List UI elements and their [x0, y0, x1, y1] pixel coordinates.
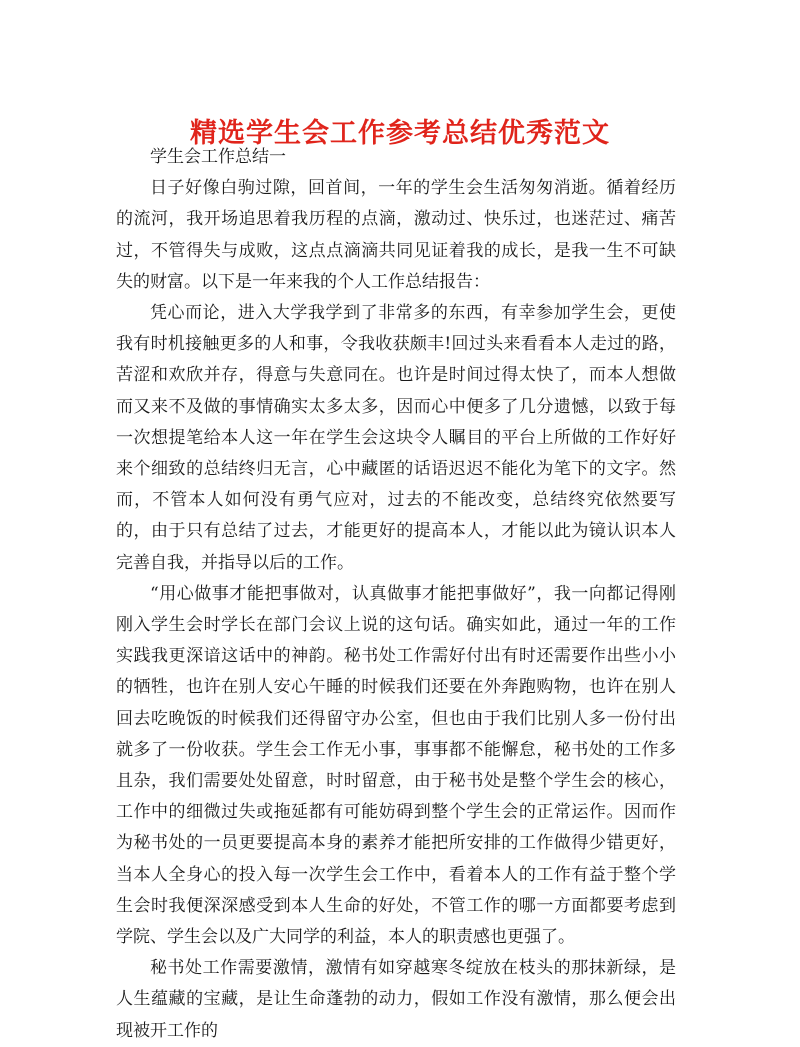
paragraph-2: 凭心而论，进入大学我学到了非常多的东西，有幸参加学生会，更使我有时机接触更多的人和事，令我收获颇丰!回过头来看看本人走过的路，苦涩和欢欣并存，得意与失意同在。也许是时间过得太快了，而本人想做而又来不及做的事情确实太多太多，因而心中便多了几分遗憾，以致于每一次想提笔给本人这一年在学生会这块令人瞩目的平台上所做的工作好好来个细致的总结终归无言，心中藏匿的话语迟迟不能化为笔下的文字。然而，不管本人如何没有勇气应对，过去的不能改变，总结终究依然要写的，由于只有总结了过去，才能更好的提高本人，才能以此为镜认识本人完善自我，并指导以后的工作。 [116, 303, 676, 573]
paragraph-1: 日子好像白驹过隙，回首间，一年的学生会生活匆匆消逝。循着经历的流河，我开场追思着我历程的点滴，激动过、快乐过，也迷茫过、痛苦过，不管得失与成败，这点点滴滴共同见证着我的成长，是我一生不可缺失的财富。以下是一年来我的个人工作总结报告： [116, 178, 676, 292]
document-body [116, 142, 676, 1047]
paragraph-3: “用心做事才能把事做对，认真做事才能把事做好”，我一向都记得刚刚入学生会时学长在部门会议上说的这句话。确实如此，通过一年的工作实践我更深谙这话中的神韵。秘书处工作需好付出有时还需要作出些小小的牺牲，也许在别人安心午睡的时候我们还要在外奔跑购物，也许在别人回去吃晚饭的时候我们还得留守办公室，但也由于我们比别人多一份付出就多了一份收获。学生会工作无小事，事事都不能懈怠，秘书处的工作多且杂，我们需要处处留意，时时留意，由于秘书处是整个学生会的核心，工作中的细微过失或拖延都有可能妨碍到整个学生会的正常运作。因而作为秘书处的一员更要提高本身的素养才能把所安排的工作做得少错更好，当本人全身心的投入每一次学生会工作中，看着本人的工作有益于整个学生会时我便深深感受到本人生命的好处，不管工作的哪一方面都要考虑到学院、学生会以及广大同学的利益，本人的职责感也更强了。 [116, 583, 676, 948]
section-subheading: 学生会工作总结一 [150, 147, 286, 167]
document-title: 精选学生会工作参考总结优秀范文 [190, 118, 610, 150]
paragraph-4: 秘书处工作需要激情，激情有如穿越寒冬绽放在枝头的那抹新绿，是人生蕴藏的宝藏，是让生命蓬勃的动力，假如工作没有激情，那么便会出现被开工作的 [116, 958, 676, 1041]
